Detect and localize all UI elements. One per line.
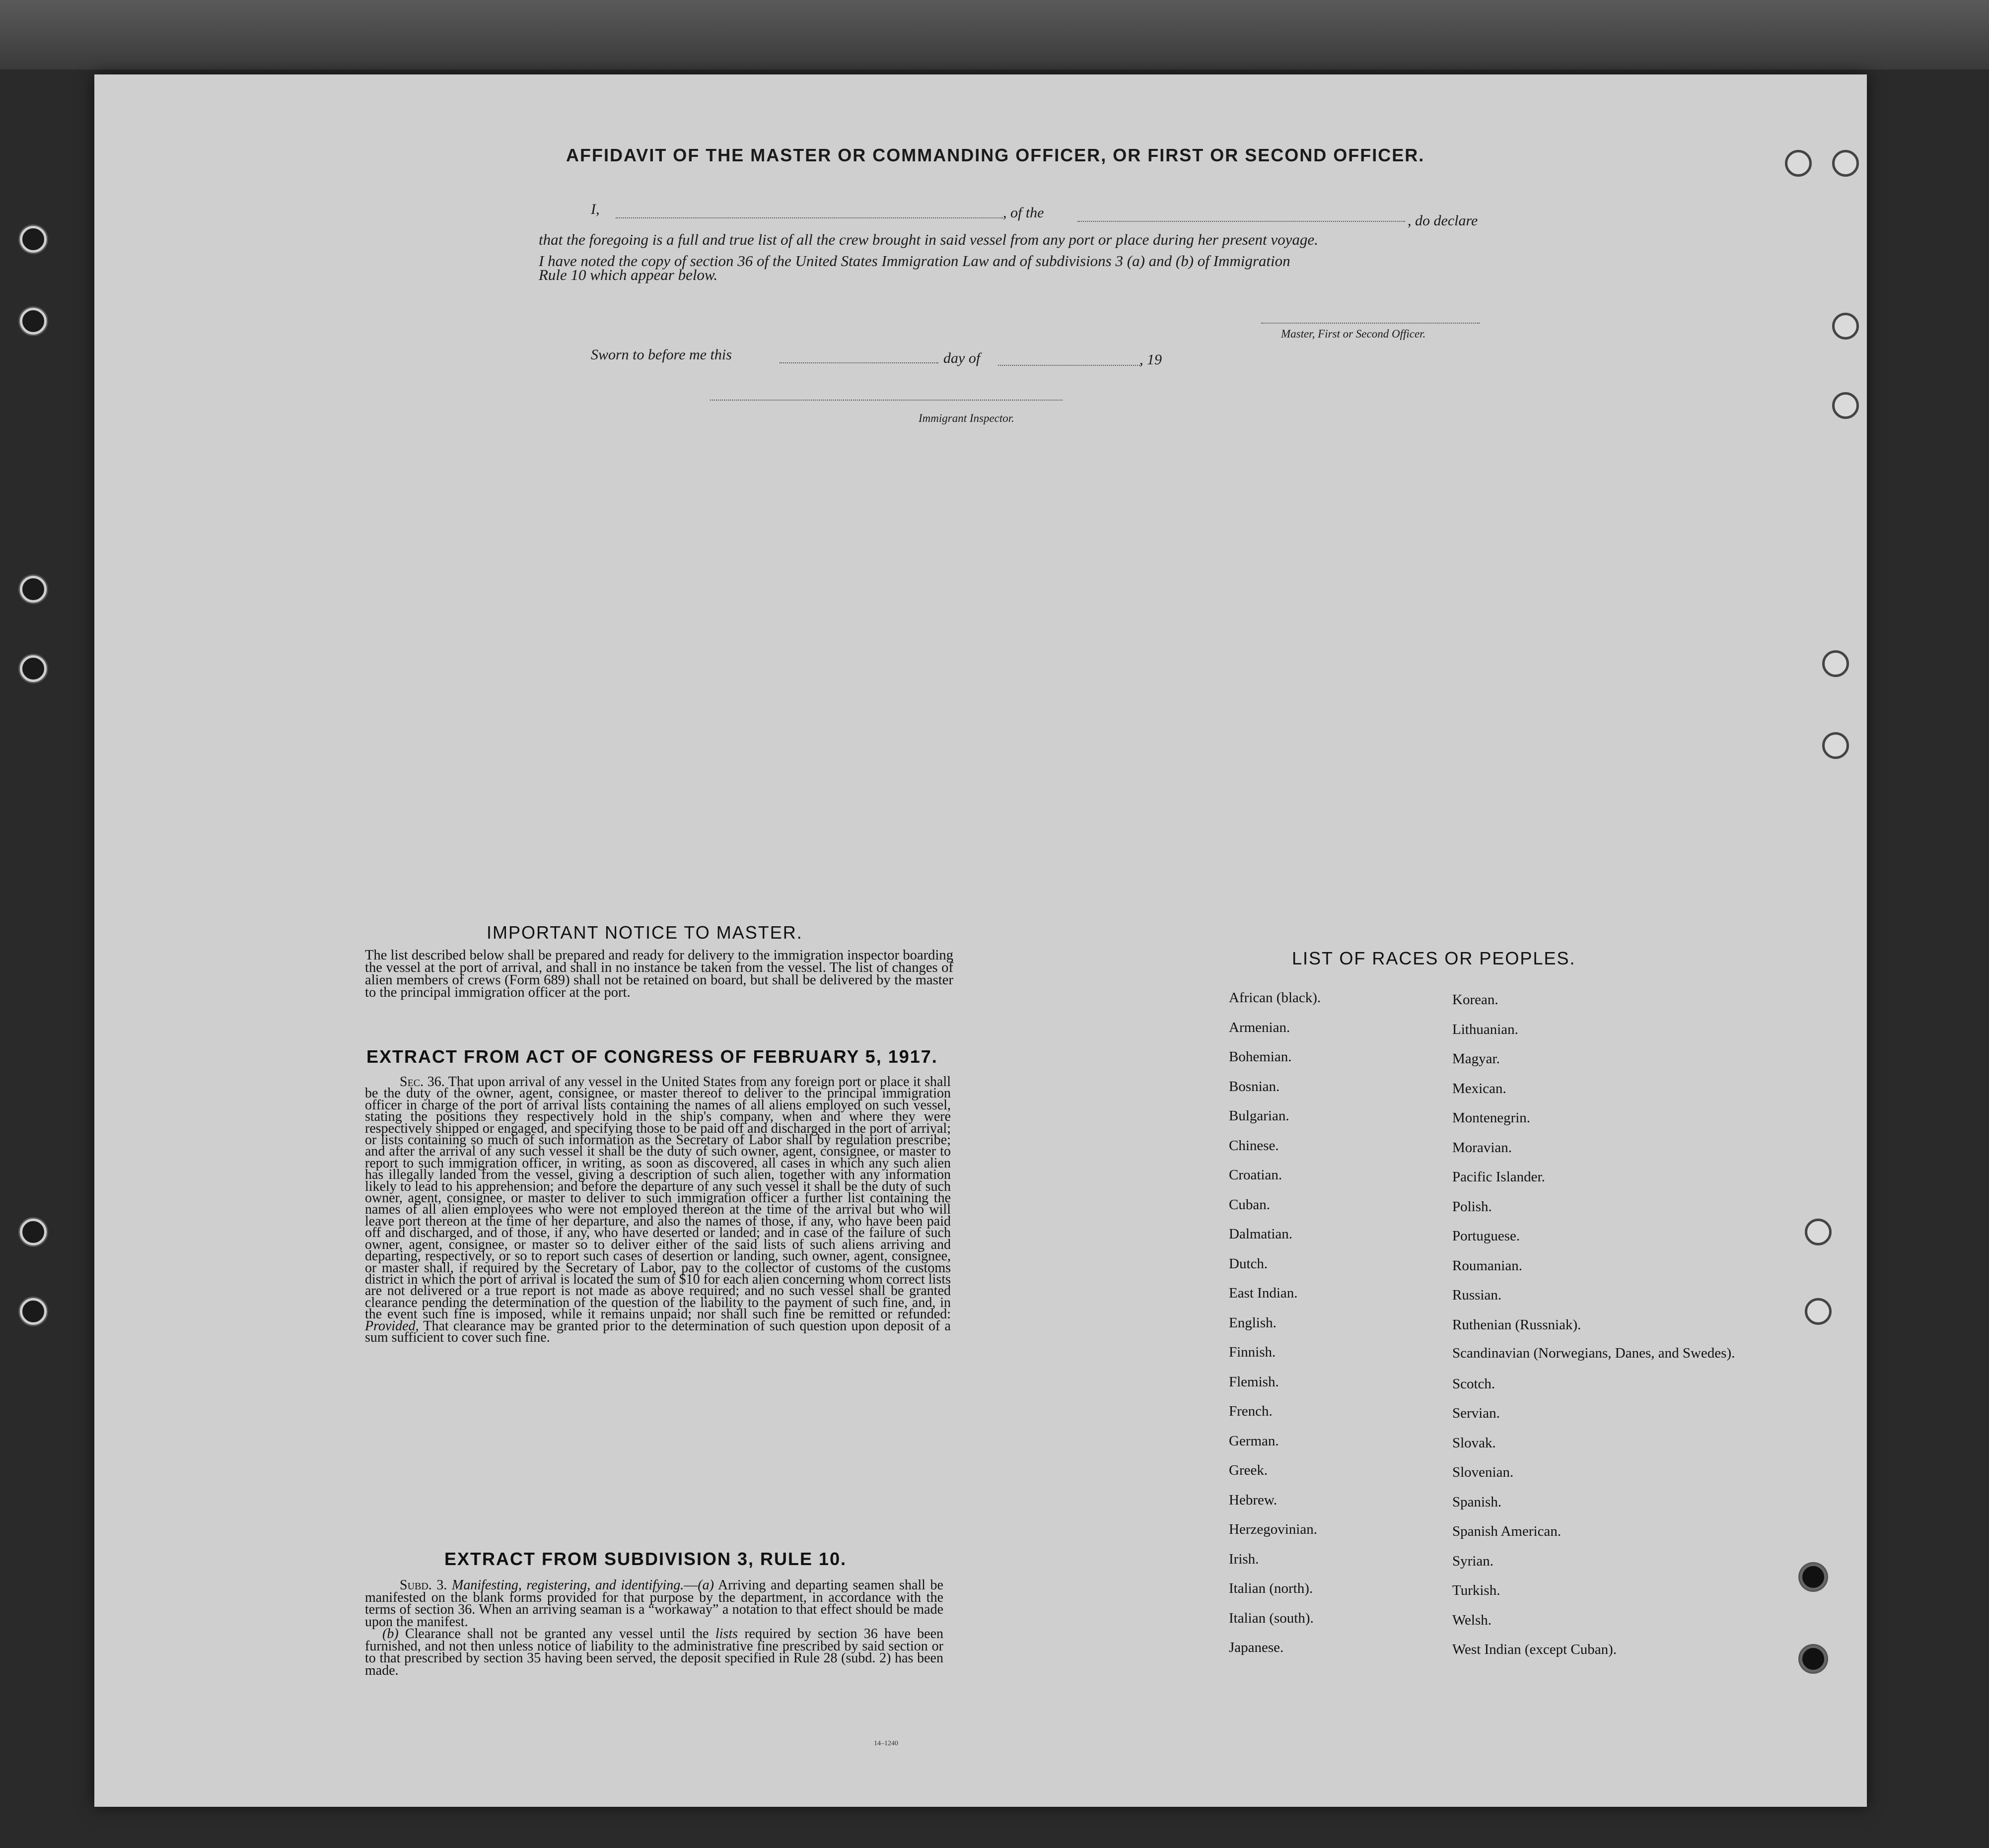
race-item: French. [1229, 1403, 1273, 1419]
race-item: Croatian. [1229, 1167, 1282, 1183]
part-a-label: (a) [698, 1577, 714, 1593]
inspector-label: Immigrant Inspector. [919, 412, 1014, 424]
race-item: Spanish American. [1452, 1523, 1562, 1539]
punch-hole-icon [1785, 150, 1812, 177]
race-item: English. [1229, 1314, 1277, 1331]
affidavit-title: AFFIDAVIT OF THE MASTER OR COMMANDING OFFICER, OR FIRST OR SECOND OFFICER. [566, 145, 1425, 165]
race-item: Montenegrin. [1452, 1110, 1531, 1126]
punch-hole-icon [1805, 1298, 1832, 1325]
punch-hole-icon [1832, 392, 1859, 419]
race-item: Portuguese. [1452, 1228, 1520, 1244]
race-item: Greek. [1229, 1462, 1268, 1478]
name-blank-line [616, 217, 1003, 218]
of-the-label: , of the [1003, 205, 1044, 221]
race-item: Bosnian. [1229, 1078, 1280, 1095]
race-item: Dutch. [1229, 1255, 1268, 1272]
binding-hole-icon [20, 655, 47, 682]
part-a-text: Arriving and departing seamen shall be manifested on the blank forms provided for that purpose by the department, in accordance with the terms of section 36. When an arriving seaman is a “workaway” a notation to that effect should be made upon the manifest. [365, 1577, 943, 1630]
form-number: 14–1240 [874, 1740, 898, 1747]
master-signature-line [1261, 323, 1480, 324]
extract-act-title: EXTRACT FROM ACT OF CONGRESS OF FEBRUARY 5, 1917. [366, 1046, 938, 1067]
race-item: Korean. [1452, 992, 1498, 1008]
race-item: Turkish. [1452, 1582, 1500, 1598]
race-item: Scotch. [1452, 1375, 1495, 1392]
race-item: Moravian. [1452, 1139, 1512, 1156]
race-item: Armenian. [1229, 1019, 1290, 1035]
punch-hole-icon [1800, 1564, 1827, 1590]
part-b-text-2: required by section 36 have been furnished, and not then unless notice of liability to the administrative fine prescribed by said section or to that prescribed by section 35 having been served, the deposit specified in Rule 28 (subd. 2) has been made. [365, 1626, 944, 1678]
race-item: Slovenian. [1452, 1464, 1514, 1480]
scanner-backdrop [0, 0, 1989, 69]
race-item: Lithuanian. [1452, 1021, 1518, 1037]
part-b-label: (b) [382, 1626, 399, 1642]
binding-hole-icon [20, 576, 47, 603]
race-item: Polish. [1452, 1198, 1492, 1215]
notice-title: IMPORTANT NOTICE TO MASTER. [487, 922, 803, 943]
race-item: Finnish. [1229, 1344, 1276, 1360]
section-36-text [365, 1076, 951, 1343]
punch-hole-icon [1805, 1219, 1832, 1245]
race-item: African (black). [1229, 990, 1321, 1006]
affidavit-line-3: I have noted the copy of section 36 of the United States Immigration Law and of subdivisions 3 (a) and (b) of Immigration [539, 252, 1290, 270]
rule-10-text: Subd. 3. Manifesting, registering, and identifying.—(a) Arriving and departing seamen shall be manifested on the blank forms provided for that purpose by the department, in accordance with the terms of section 36. When an arriving seaman is a “workaway” a notation to that effect should be made upon the manifest. (b) Clearance shall not be granted any vessel until the lists required by section 36 have been furnished, and not then unless notice of liability to the administrative fine prescribed by said section or to that prescribed by section 35 having been served, the deposit specified in Rule 28 (subd. 2) has been made. [365, 1577, 944, 1678]
month-blank-line [998, 365, 1142, 366]
race-item: Chinese. [1229, 1137, 1279, 1154]
race-item: Mexican. [1452, 1080, 1506, 1096]
subdivision-heading: Manifesting, registering, and identifying. [452, 1577, 684, 1593]
inspector-signature-line [710, 400, 1063, 401]
punch-hole-icon [1832, 150, 1859, 177]
notice-body: The list described below shall be prepared and ready for delivery to the immigration inspector boarding the vessel at the port of arrival, and shall in no instance be taken from the vessel. The list of changes of alien members of crews (Form 689) shall not be retained on board, but shall be delivered by the master to the principal immigration officer at the port. [365, 948, 953, 1000]
year-label: , 19 [1139, 351, 1162, 368]
master-signature-label: Master, First or Second Officer. [1281, 328, 1426, 340]
race-item: Russian. [1452, 1287, 1502, 1303]
part-b-lists-word: lists [715, 1626, 738, 1642]
race-item: Flemish. [1229, 1373, 1279, 1390]
race-item: Hebrew. [1229, 1492, 1278, 1508]
punch-hole-icon [1822, 650, 1849, 677]
extract-rule-title: EXTRACT FROM SUBDIVISION 3, RULE 10. [444, 1549, 847, 1569]
affidavit-line-2: that the foregoing is a full and true list of all the crew brought in said vessel from any port or place during her present voyage. [539, 231, 1318, 248]
race-item: Syrian. [1452, 1553, 1493, 1569]
affidavit-line-4: Rule 10 which appear below. [539, 266, 718, 283]
subdivision-label: Subd. 3. [400, 1577, 447, 1593]
affidavit-i-label: I, [591, 201, 600, 217]
race-item: East Indian. [1229, 1285, 1298, 1301]
race-item: Pacific Islander. [1452, 1169, 1545, 1185]
race-item: Ruthenian (Russniak). [1452, 1316, 1581, 1333]
race-item: Bulgarian. [1229, 1108, 1289, 1124]
binding-hole-icon [20, 1219, 47, 1245]
vessel-blank-line [1077, 221, 1405, 222]
races-title: LIST OF RACES OR PEOPLES. [1292, 948, 1576, 968]
race-item: Spanish. [1452, 1494, 1502, 1510]
binding-hole-icon [20, 226, 47, 253]
race-item: Slovak. [1452, 1435, 1496, 1451]
punch-hole-icon [1832, 313, 1859, 340]
races-list-left [1229, 990, 1321, 1669]
sworn-day-blank [780, 362, 938, 363]
race-item: Welsh. [1452, 1612, 1492, 1628]
race-item: Bohemian. [1229, 1049, 1292, 1065]
race-item: West Indian (except Cuban). [1452, 1642, 1617, 1657]
race-item: Magyar. [1452, 1051, 1500, 1067]
section-36-body: That upon arrival of any vessel in the United States from any foreign port or place it shall be the duty of the owner, agent, consignee, or master thereof to deliver to the principal immigration officer in charge of the port of arrival lists containing the names of all aliens employed on such vessel, stating the positions they respectively hold in the ship's company, when and where they were respectively shipped or engaged, and specifying those to be paid off and discharged in the port of arrival; or lists containing so much of such information as the Secretary of Labor shall by regulation prescribe; and after the arrival of any such vessel it shall be the duty of such owner, agent, consignee, or master to report to such immigration officer, in writing, as soon as discovered, all cases in which any such alien has illegally landed from the vessel, giving a description of such alien, together with any information likely to lead to his apprehension; and before the departure of any such vessel it shall be the duty of such owner, agent, consignee, or master to deliver to such immigration officer a further list containing the names of all alien employees who were not employed thereon at the time of the arrival but who will leave port thereon at the time of her departure, and also the names of those, if any, who have been paid off and discharged, and of those, if any, who have deserted or landed; and in case of the failure of such owner, agent, consignee, or master so to deliver either of the said lists of such aliens arriving and departing, respectively, or so to report such cases of desertion or landing, such owner, agent, consignee, or master shall, if required by the Secretary of Labor, pay to the collector of customs of the customs district in which the port of arrival is located the sum of $10 for each alien concerning whom correct lists are not delivered or a true report is not made as above required; and no such vessel shall be granted clearance pending the determination of the question of the liability to the payment of such fine, and, in the event such fine is imposed, while it remains unpaid; nor shall such fine be remitted or refunded: [365, 1074, 951, 1322]
race-item: Dalmatian. [1229, 1226, 1293, 1242]
race-item: Italian (north). [1229, 1580, 1313, 1596]
punch-hole-icon [1800, 1645, 1827, 1672]
provided-word: Provided, [365, 1318, 419, 1334]
race-item: Cuban. [1229, 1196, 1270, 1213]
binding-hole-icon [20, 308, 47, 335]
race-item: Italian (south). [1229, 1610, 1314, 1626]
race-item: German. [1229, 1433, 1279, 1449]
race-item: Irish. [1229, 1551, 1259, 1567]
race-item: Scandinavian (Norwegians, Danes, and Swedes). [1452, 1345, 1735, 1361]
race-item: Servian. [1452, 1405, 1500, 1421]
punch-hole-icon [1822, 732, 1849, 759]
sworn-label: Sworn to before me this [591, 346, 732, 363]
part-b-text-1: Clearance shall not be granted any vessel until the [405, 1626, 709, 1642]
race-item: Japanese. [1229, 1640, 1284, 1655]
race-item: Herzegovinian. [1229, 1521, 1317, 1537]
section-36-end: That clearance may be granted prior to the determination of such question upon deposit of a sum sufficient to cover such fine. [365, 1318, 951, 1345]
do-declare-label: , do declare [1408, 212, 1478, 229]
binding-hole-icon [20, 1298, 47, 1325]
section-label: Sec. 36. [400, 1074, 445, 1090]
day-of-label: day of [943, 350, 981, 366]
races-list-right [1452, 992, 1735, 1671]
race-item: Roumanian. [1452, 1257, 1522, 1274]
